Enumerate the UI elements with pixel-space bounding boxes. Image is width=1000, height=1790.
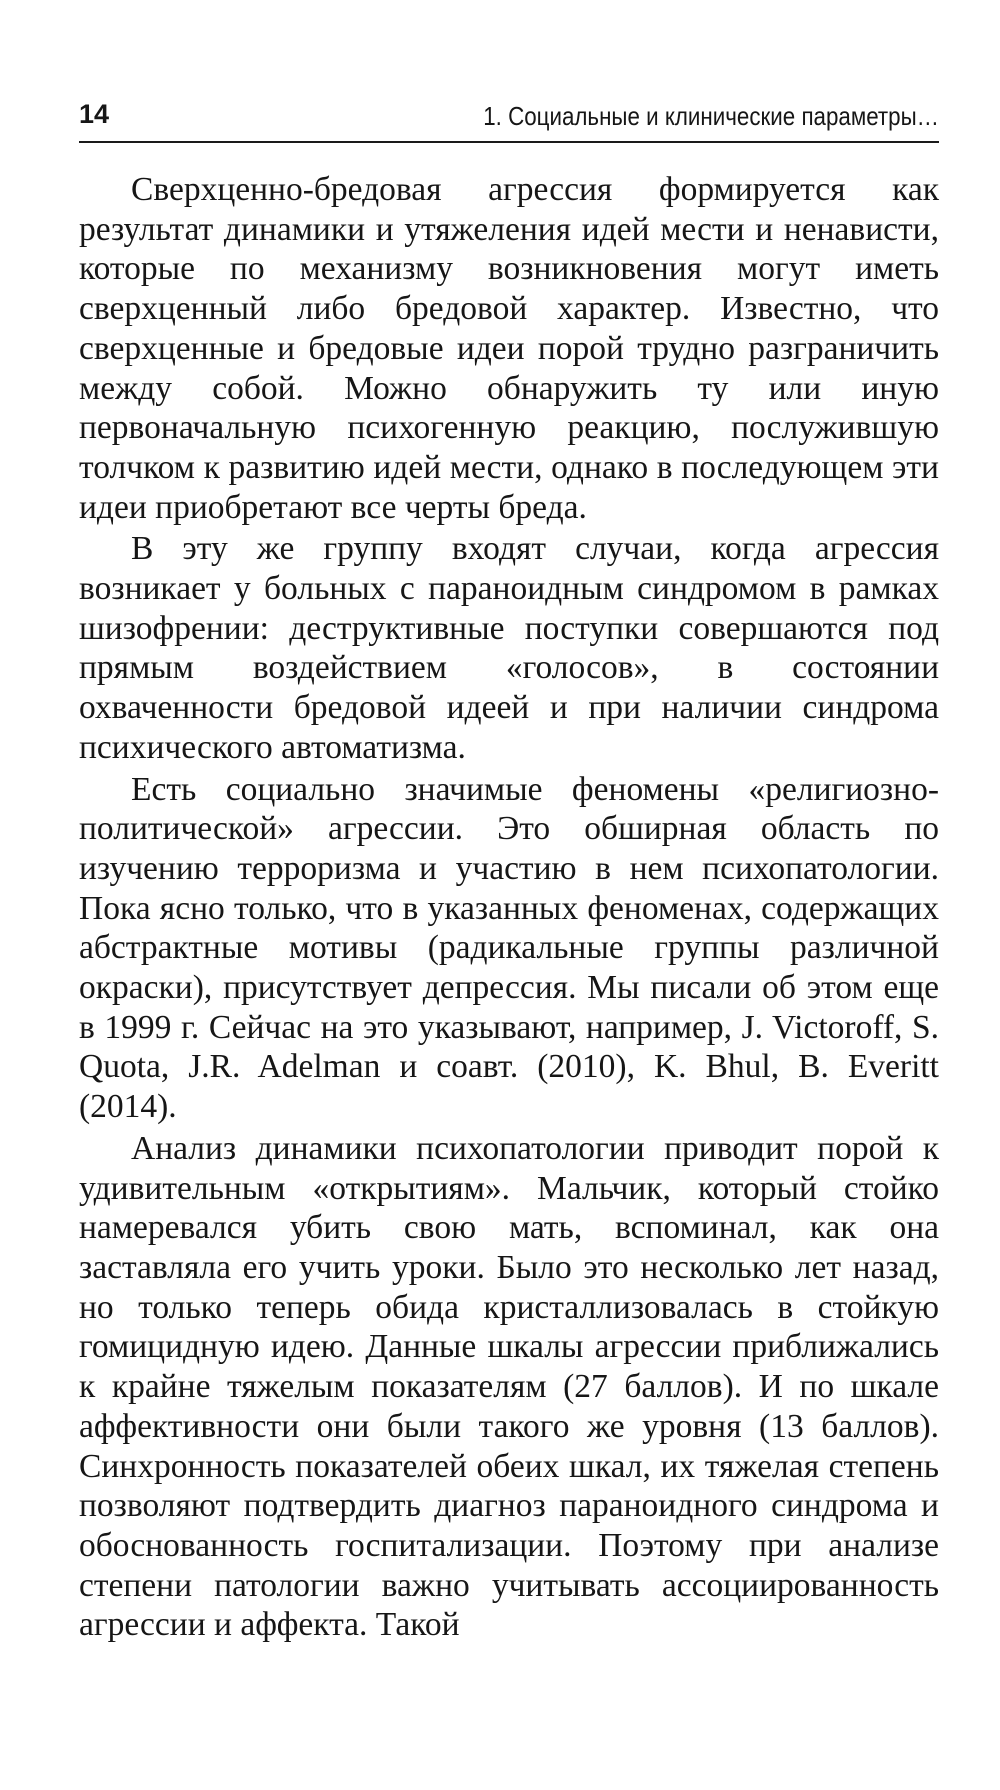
paragraph-4: Анализ динамики психопатологии приводит порой к удивительным «открытиям». Мальчик, который стойко намеревался убить свою мать, вспоминал, как она заставляла его учить уроки. Было это несколько лет назад, но только теперь обида кристаллизовалась в стойкую гомицидную идею. Данные шкалы агрессии приближались к крайне тяжелым показателям (27 баллов). И по шкале аффективности они были такого же уровня (13 баллов). Синхронность показателей обеих шкал, их тяжелая степень позволяют подтвердить диагноз параноидного синдрома и обоснованность госпитализации. Поэтому при анализе степени патологии важно учитывать ассоциированность агрессии и аффекта. Такой [79,1129,939,1644]
body-text [79,170,939,1647]
paragraph-2: В эту же группу входят случаи, когда агрессия возникает у больных с параноидным синдромом в рамках шизофрении: деструктивные поступки совершаются под прямым воздействием «голосов», в состоянии охваченности бредовой идеей и при наличии синдрома психического автоматизма. [79,530,939,766]
page-header [79,97,939,143]
page-number: 14 [79,99,110,129]
running-title: 1. Социальные и клинические параметры… [483,101,939,131]
paragraph-3: Есть социально значимые феномены «религиозно-политической» агрессии. Это обширная область по изучению терроризма и участию в нем психопатологии. Пока ясно только, что в указанных феноменах, содержащих абстрактные мотивы (радикальные группы различной окраски), присутствует депрессия. Мы писали об этом еще в 1999 г. Сейчас на это указывают, например, J. Victoroff, S. Quota, J.R. Adelman и соавт. (2010), K. Bhul, B. Everitt (2014). [79,770,939,1126]
paragraph-1: Сверхценно-бредовая агрессия формируется как результат динамики и утяжеления идей мести и ненависти, которые по механизму возникновения могут иметь сверхценный либо бредовой характер. Известно, что сверхценные и бредовые идеи порой трудно разграничить между собой. Можно обнаружить ту или иную первоначальную психогенную реакцию, послужившую толчком к развитию идей мести, однако в последующем эти идеи приобретают все черты бреда. [79,171,939,526]
